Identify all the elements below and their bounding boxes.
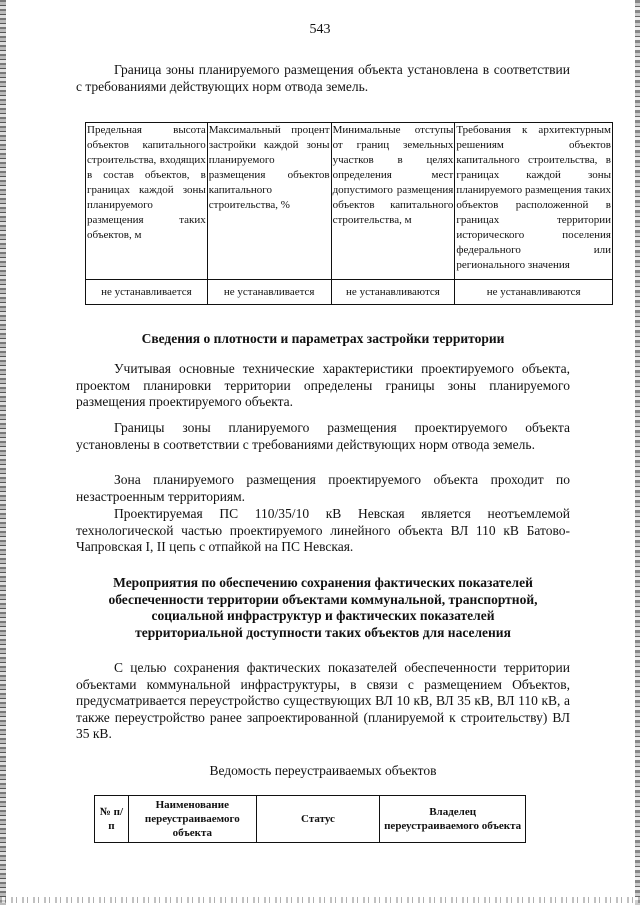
scan-edge-right — [635, 0, 640, 905]
scan-edge-bottom — [0, 897, 640, 903]
header-number: № п/п — [95, 796, 129, 843]
section-heading-infrastructure: Мероприятия по обеспечению сохранения фактических показателей обеспеченности территории объектами коммунальной, транспортной, социальной инфраструктур и фактических показателей территориальной доступности таких объектов для населения — [108, 575, 538, 640]
header-architecture-reqs: Требования к архитектурным решениям объектов капитального строительства, в границах каждой зоны планируемого размещения таких объектов расположенной в границах территории исторического поселения федерального или регионального значения — [455, 123, 613, 280]
header-min-setback: Минимальные отступы от границ земельных участков в целях определения мест допустимого размещения объектов капитального строительства, м — [331, 123, 455, 280]
paragraph: Границы зоны планируемого размещения проектируемого объекта установлены в соответствии с требованиями действующих норм отвода земель. — [76, 420, 570, 452]
value-max-coverage: не устанавливается — [207, 280, 331, 305]
paragraph: Зона планируемого размещения проектируемого объекта проходит по незастроенным территориям. — [76, 472, 570, 504]
value-architecture-reqs: не устанавливаются — [455, 280, 613, 305]
section-heading-density: Сведения о плотности и параметрах застройки территории — [141, 331, 505, 346]
header-object-name: Наименование переустраиваемого объекта — [128, 796, 256, 843]
zone-limits-table — [85, 122, 613, 305]
header-status: Статус — [256, 796, 380, 843]
header-owner: Владелец переустраиваемого объекта — [380, 796, 526, 843]
table-header-row — [95, 796, 526, 843]
paragraph: С целью сохранения фактических показателей обеспеченности территории объектами коммунальной инфраструктуры, в связи с размещением Объектов, предусматривается переустройство существующих ВЛ 10 кВ, ВЛ 35 кВ, ВЛ 110 кВ, а также переустройство ранее запроектированной (планируемой к строительству) ВЛ 35 кВ. — [76, 660, 570, 741]
scan-edge-left — [0, 0, 6, 905]
header-max-coverage: Максимальный процент застройки каждой зоны планируемого размещения объектов капитального строительства, % — [207, 123, 331, 280]
intro-paragraph: Граница зоны планируемого размещения объекта установлена в соответствии с требованиями действующих норм отвода земель. — [76, 62, 570, 94]
paragraph: Проектируемая ПС 110/35/10 кВ Невская является неотъемлемой технологической частью проектируемого линейного объекта ВЛ 110 кВ Батово-Чапровская I, II цепь с отпайкой на ПС Невская. — [76, 506, 570, 554]
value-min-setback: не устанавливаются — [331, 280, 455, 305]
reconstructed-objects-table — [94, 795, 526, 843]
value-max-height: не устанавливается — [86, 280, 208, 305]
objects-table-caption: Ведомость переустраиваемых объектов — [209, 763, 437, 778]
page-number: 543 — [309, 22, 331, 37]
paragraph: Учитывая основные технические характеристики проектируемого объекта, проектом планировки территории определены границы зоны планируемого размещения проектируемого объекта. — [76, 361, 570, 409]
header-max-height: Предельная высота объектов капитального строительства, входящих в состав объектов, в границах каждой зоны планируемого размещения таких объектов, м — [86, 123, 208, 280]
table-header-row — [86, 123, 613, 280]
table-row — [86, 280, 613, 305]
